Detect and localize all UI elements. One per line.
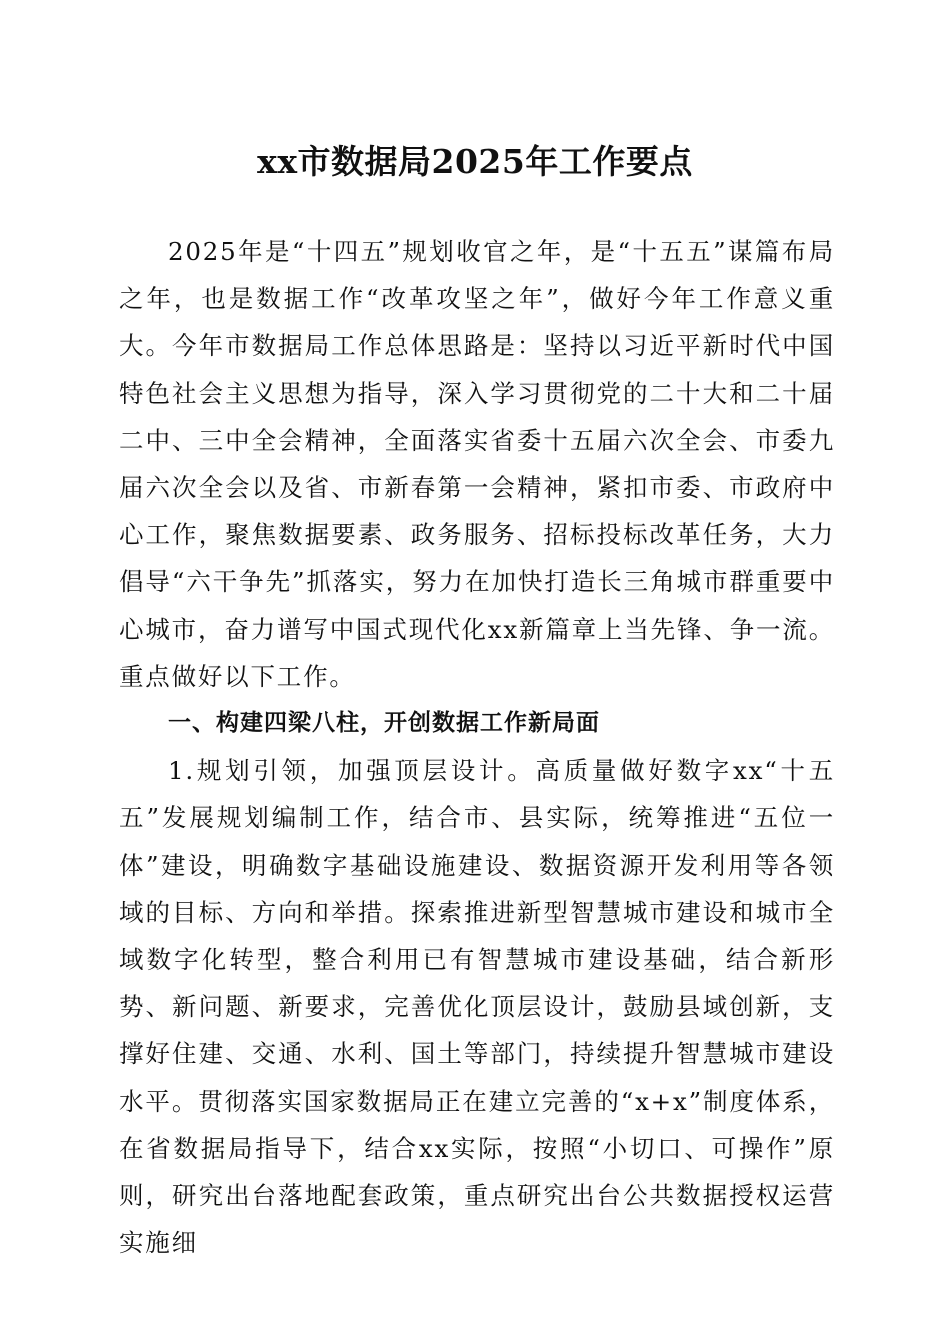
intro-paragraph: 2025年是“十四五”规划收官之年，是“十五五”谋篇布局之年，也是数据工作“改革攻坚之年”，做好今年工作意义重大。今年市数据局工作总体思路是：坚持以习近平新时代中国特色社会主义思想为指导，深入学习贯彻党的二十大和二十届二中、三中全会精神，全面落实省委十五届六次全会、市委九届六次全会以及省、市新春第一会精神，紧扣市委、市政府中心工作，聚焦数据要素、政务服务、招标投标改革任务，大力倡导“六干争先”抓落实，努力在加快打造长三角城市群重要中心城市，奋力谱写中国式现代化xx新篇章上当先锋、争一流。重点做好以下工作。 (119, 237, 835, 691)
section-heading: 一、构建四梁八柱，开创数据工作新局面 (168, 710, 600, 737)
document-title: xx市数据局2025年工作要点 (257, 142, 693, 181)
section-paragraph: 1.规划引领，加强顶层设计。高质量做好数字xx“十五五”发展规划编制工作，结合市、县实际，统筹推进“五位一体”建设，明确数字基础设施建设、数据资源开发利用等各领域的目标、方向和举措。探索推进新型智慧城市建设和城市全域数字化转型，整合利用已有智慧城市建设基础，结合新形势、新问题、新要求，完善优化顶层设计，鼓励县域创新，支撑好住建、交通、水利、国土等部门，持续提升智慧城市建设水平。贯彻落实国家数据局正在建立完善的“x+x”制度体系，在省数据局指导下，结合xx实际，按照“小切口、可操作”原则，研究出台落地配套政策，重点研究出台公共数据授权运营实施细 (119, 756, 835, 1258)
document-body (119, 228, 835, 1266)
